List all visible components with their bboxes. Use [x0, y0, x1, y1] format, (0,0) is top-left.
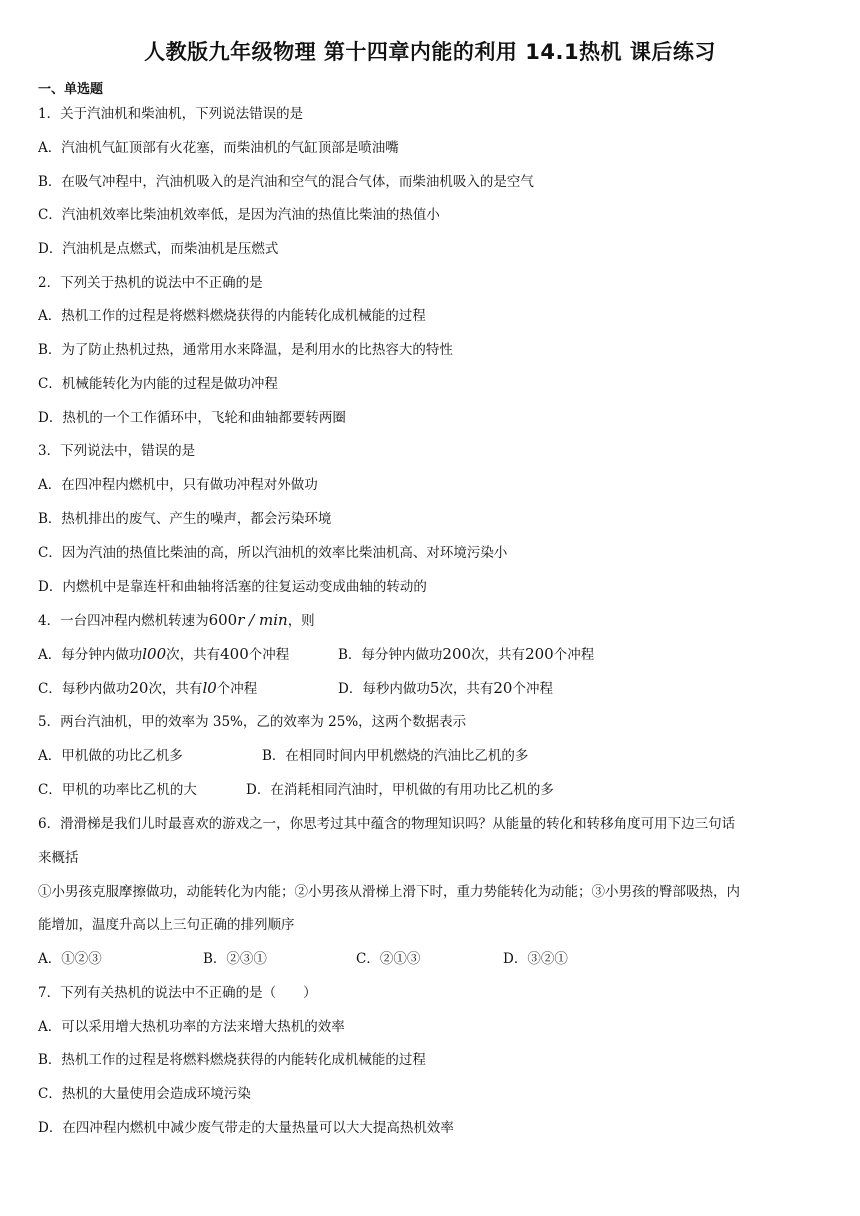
question-3-option-b: B．热机排出的废气、产生的噪声，都会污染环境 — [38, 511, 332, 527]
question-4-stem-text: 4．一台四冲程内燃机转速为 — [38, 613, 209, 629]
question-6-option-d: D．③②① — [503, 951, 568, 967]
question-1-stem: 1．关于汽油机和柴油机，下列说法错误的是 — [38, 106, 304, 122]
question-4-speed-value: 600 — [208, 611, 238, 629]
question-1-option-a: A．汽油机气缸顶部有火花塞，而柴油机的气缸顶部是喷油嘴 — [38, 140, 399, 156]
question-4-option-d-text: D．每秒内做功 — [338, 681, 430, 697]
question-2-option-c: C．机械能转化为内能的过程是做功冲程 — [38, 376, 278, 392]
question-6-stem-line-4: 能增加，温度升高以上三句正确的排列顺序 — [38, 917, 295, 933]
question-1-option-c: C．汽油机效率比柴油机效率低，是因为汽油的热值比柴油的热值小 — [38, 207, 440, 223]
question-4-option-d — [338, 678, 553, 699]
question-4-speed-unit: r / min — [237, 611, 288, 629]
question-4-option-d-mid: 次，共有 — [439, 681, 494, 697]
question-4-option-c-text: C．每秒内做功 — [38, 681, 130, 697]
question-3-option-d: D．内燃机中是靠连杆和曲轴将活塞的往复运动变成曲轴的转动的 — [38, 579, 427, 595]
question-4-option-b-value-1: 200 — [442, 645, 472, 663]
question-6-option-c: C．②①③ — [356, 951, 421, 967]
question-7-option-b: B．热机工作的过程是将燃料燃烧获得的内能转化成机械能的过程 — [38, 1052, 426, 1068]
question-6-stem-line-1: 6．滑滑梯是我们儿时最喜欢的游戏之一，你思考过其中蕴含的物理知识吗？从能量的转化和转移角度可用下边三句话 — [38, 816, 736, 832]
question-5-stem: 5．两台汽油机，甲的效率为 35%，乙的效率为 25%，这两个数据表示 — [38, 714, 467, 730]
question-4-option-c — [38, 678, 257, 699]
question-7-option-c: C．热机的大量使用会造成环境污染 — [38, 1086, 251, 1102]
question-2-stem: 2．下列关于热机的说法中不正确的是 — [38, 275, 263, 291]
question-4-option-a-mid: 次，共有 — [166, 647, 221, 663]
section-heading: 一、单选题 — [38, 82, 104, 97]
question-4-stem — [38, 610, 315, 631]
question-4-option-b-text: B．每分钟内做功 — [338, 647, 443, 663]
question-4-option-c-value-2: l0 — [202, 679, 217, 697]
question-6-stem-line-2: 来概括 — [38, 850, 79, 866]
question-7-option-d: D．在四冲程内燃机中减少废气带走的大量热量可以大大提高热机效率 — [38, 1120, 454, 1136]
question-1-option-b: B．在吸气冲程中，汽油机吸入的是汽油和空气的混合气体，而柴油机吸入的是空气 — [38, 174, 534, 190]
question-4-option-b-value-2: 200 — [525, 645, 554, 663]
question-5-option-c: C．甲机的功率比乙机的大 — [38, 782, 197, 798]
question-2-option-d: D．热机的一个工作循环中，飞轮和曲轴都要转两圈 — [38, 410, 346, 426]
question-4-option-a-value-2: 400 — [220, 645, 249, 663]
question-3-option-a: A．在四冲程内燃机中，只有做功冲程对外做功 — [38, 477, 318, 493]
question-4-option-d-value-1: 5 — [429, 679, 440, 697]
question-4-option-a-value-1: l00 — [142, 645, 167, 663]
question-4-option-d-suffix: 个冲程 — [512, 681, 553, 697]
question-4-option-c-value-1: 20 — [129, 679, 149, 697]
question-4-option-b-mid: 次，共有 — [471, 647, 526, 663]
question-4-option-d-value-2: 20 — [493, 679, 513, 697]
question-5-option-a: A．甲机做的功比乙机多 — [38, 748, 183, 764]
question-4-option-c-mid: 次，共有 — [148, 681, 203, 697]
question-6-option-a: A．①②③ — [38, 951, 102, 967]
question-6-option-b: B．②③① — [203, 951, 267, 967]
question-4-option-b — [338, 644, 594, 665]
question-6-stem-line-3: ①小男孩克服摩擦做功，动能转化为内能；②小男孩从滑梯上滑下时，重力势能转化为动能；③小男孩的臀部吸热，内 — [38, 884, 740, 900]
question-5-option-d: D．在消耗相同汽油时，甲机做的有用功比乙机的多 — [246, 782, 554, 798]
question-7-stem: 7．下列有关热机的说法中不正确的是（ ） — [38, 985, 317, 1001]
question-2-option-a: A．热机工作的过程是将燃料燃烧获得的内能转化成机械能的过程 — [38, 308, 426, 324]
question-2-option-b: B．为了防止热机过热，通常用水来降温，是利用水的比热容大的特性 — [38, 342, 453, 358]
page-title: 人教版九年级物理 第十四章内能的利用 14.1热机 课后练习 — [144, 40, 716, 64]
question-7-option-a: A．可以采用增大热机功率的方法来增大热机的效率 — [38, 1019, 345, 1035]
question-4-option-a-text: A．每分钟内做功 — [38, 647, 143, 663]
question-3-option-c: C．因为汽油的热值比柴油的高，所以汽油机的效率比柴油机高、对环境污染小 — [38, 545, 508, 561]
question-5-option-b: B．在相同时间内甲机燃烧的汽油比乙机的多 — [262, 748, 529, 764]
question-4-option-b-suffix: 个冲程 — [553, 647, 595, 663]
question-4-option-a — [38, 644, 289, 665]
question-1-option-d: D．汽油机是点燃式，而柴油机是压燃式 — [38, 241, 279, 257]
question-4-option-c-suffix: 个冲程 — [216, 681, 258, 697]
question-4-stem-suffix: ，则 — [287, 613, 315, 629]
question-4-option-a-suffix: 个冲程 — [248, 647, 290, 663]
question-3-stem: 3．下列说法中，错误的是 — [38, 443, 196, 459]
